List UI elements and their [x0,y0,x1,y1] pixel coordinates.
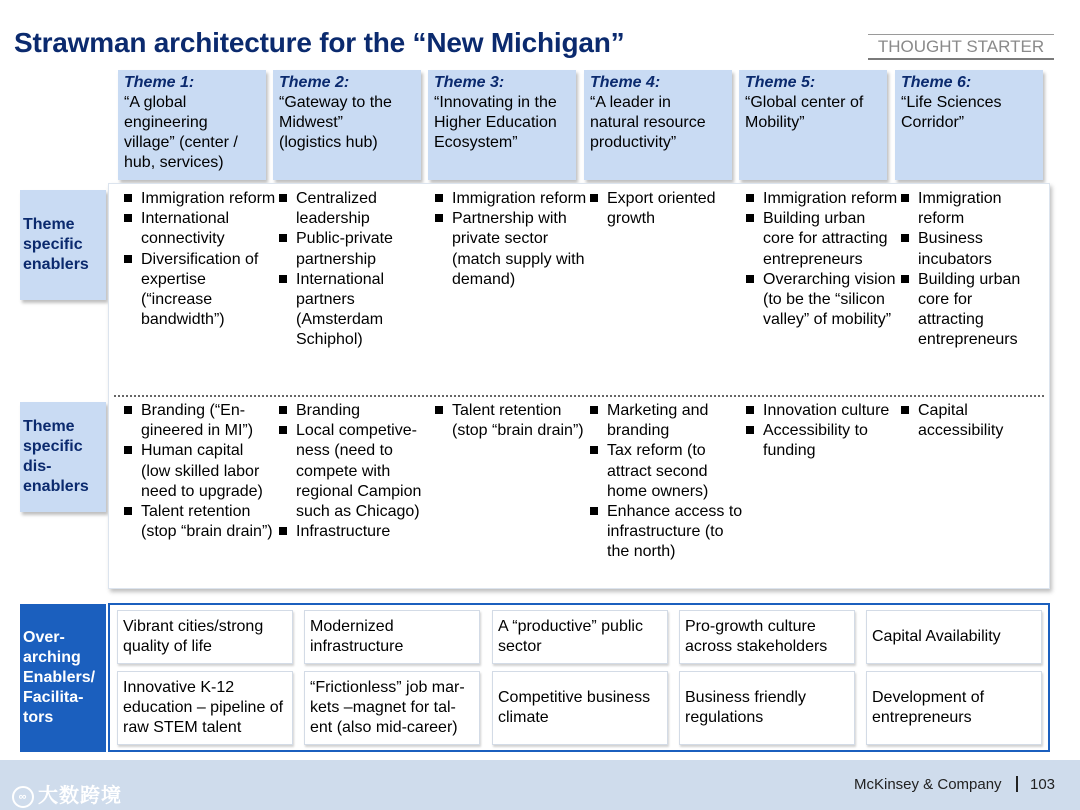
overarching-item: Innovative K-12 education – pipeline of raw STEM talent [117,671,293,745]
theme-header-2 [273,70,421,180]
disenablers-cell-4 [589,401,743,563]
enablers-cell-2 [278,189,432,351]
overarching-label: Over- arching Enablers/ Facilita- tors [20,604,106,752]
overarching-item: Business friendly regulations [679,671,855,745]
disenablers-cell-6 [900,401,1040,441]
thought-starter-badge: THOUGHT STARTER [868,34,1054,60]
enablers-cell-3 [434,189,588,290]
bullet-item: Immigration reform [745,189,899,209]
bullet-item: Business incubators [900,229,1040,269]
bullet-item: Centralized leadership [278,189,432,229]
theme-description: “Gateway to the Midwest” (logistics hub) [279,94,392,151]
overarching-item: Pro-growth culture across stakeholders [679,610,855,664]
bullet-item: Building urban core for attracting entrepreneurs [900,270,1040,351]
theme-number: Theme 1: [124,74,195,91]
bullet-item: International connectivity [123,209,277,249]
bullet-item: Public-private partnership [278,229,432,269]
bullet-item: Talent retention (stop “brain drain”) [123,502,277,542]
theme-description: “A global engineering village” (center / hub, services) [124,94,238,171]
disenablers-cell-3 [434,401,588,441]
theme-header-1 [118,70,266,180]
theme-header-6 [895,70,1043,180]
theme-number: Theme 5: [745,74,816,91]
loop-logo-icon: ∞ [12,786,34,808]
overarching-item: Modernized infrastructure [304,610,480,664]
theme-header-3 [428,70,576,180]
bullet-item: Building urban core for attracting entrepreneurs [745,209,899,270]
bullet-item: Talent retention (stop “brain drain”) [434,401,588,441]
bullet-item: Innovation culture [745,401,899,421]
theme-description: “Global center of Mobility” [745,94,864,131]
overarching-item: A “productive” public sector [492,610,668,664]
bullet-item: Capital accessibility [900,401,1040,441]
bullet-item: Tax reform (to attract second home owners) [589,441,743,502]
bullet-item: Immigration reform [900,189,1040,229]
bullet-item: Partnership with private sector (match supply with demand) [434,209,588,290]
enablers-cell-5 [745,189,899,330]
page-number: 103 [1030,776,1056,793]
disenablers-cell-1 [123,401,277,542]
row-divider [114,395,1044,397]
bullet-item: Local competive-ness (need to compete with regional Campion such as Chicago) [278,421,432,522]
theme-description: “Innovating in the Higher Education Ecosystem” [434,94,557,151]
page-title: Strawman architecture for the “New Michigan” [14,27,625,58]
bullet-item: Human capital (low skilled labor need to upgrade) [123,441,277,502]
bullet-item: Accessibility to funding [745,421,899,461]
theme-number: Theme 4: [590,74,661,91]
bullet-item: Export oriented growth [589,189,743,229]
row-label-enablers: Theme specific enablers [20,190,106,300]
disenablers-cell-5 [745,401,899,462]
row-label-disenablers: Theme specific dis- enablers [20,402,106,512]
theme-description: “A leader in natural resource productivity” [590,94,706,151]
bullet-item: Immigration reform [123,189,277,209]
enablers-cell-1 [123,189,277,330]
company-name: McKinsey & Company [854,776,1002,793]
bullet-item: Marketing and branding [589,401,743,441]
theme-header-4 [584,70,732,180]
theme-header-5 [739,70,887,180]
watermark-text: 大数跨境 [38,785,122,807]
bullet-item: Enhance access to infrastructure (to the north) [589,502,743,563]
bullet-item: Overarching vision (to be the “silicon valley” of mobility” [745,270,899,331]
enablers-cell-6 [900,189,1040,351]
bullet-item: Branding [278,401,432,421]
disenablers-cell-2 [278,401,432,542]
bullet-item: International partners (Amsterdam Schiphol) [278,270,432,351]
enablers-cell-4 [589,189,743,229]
footer-separator [1016,776,1018,792]
bullet-item: Infrastructure [278,522,432,542]
overarching-item: Vibrant cities/strong quality of life [117,610,293,664]
overarching-item: Capital Availability [866,610,1042,664]
theme-number: Theme 3: [434,74,505,91]
theme-description: “Life Sciences Corridor” [901,94,1002,131]
bullet-item: Immigration reform [434,189,588,209]
overarching-item: “Frictionless” job mar-kets –magnet for tal-ent (also mid-career) [304,671,480,745]
theme-number: Theme 2: [279,74,350,91]
overarching-item: Development of entrepreneurs [866,671,1042,745]
overarching-item: Competitive business climate [492,671,668,745]
bullet-item: Diversification of expertise (“increase bandwidth”) [123,250,277,331]
watermark [12,779,122,808]
bullet-item: Branding (“En-gineered in MI”) [123,401,277,441]
theme-number: Theme 6: [901,74,972,91]
